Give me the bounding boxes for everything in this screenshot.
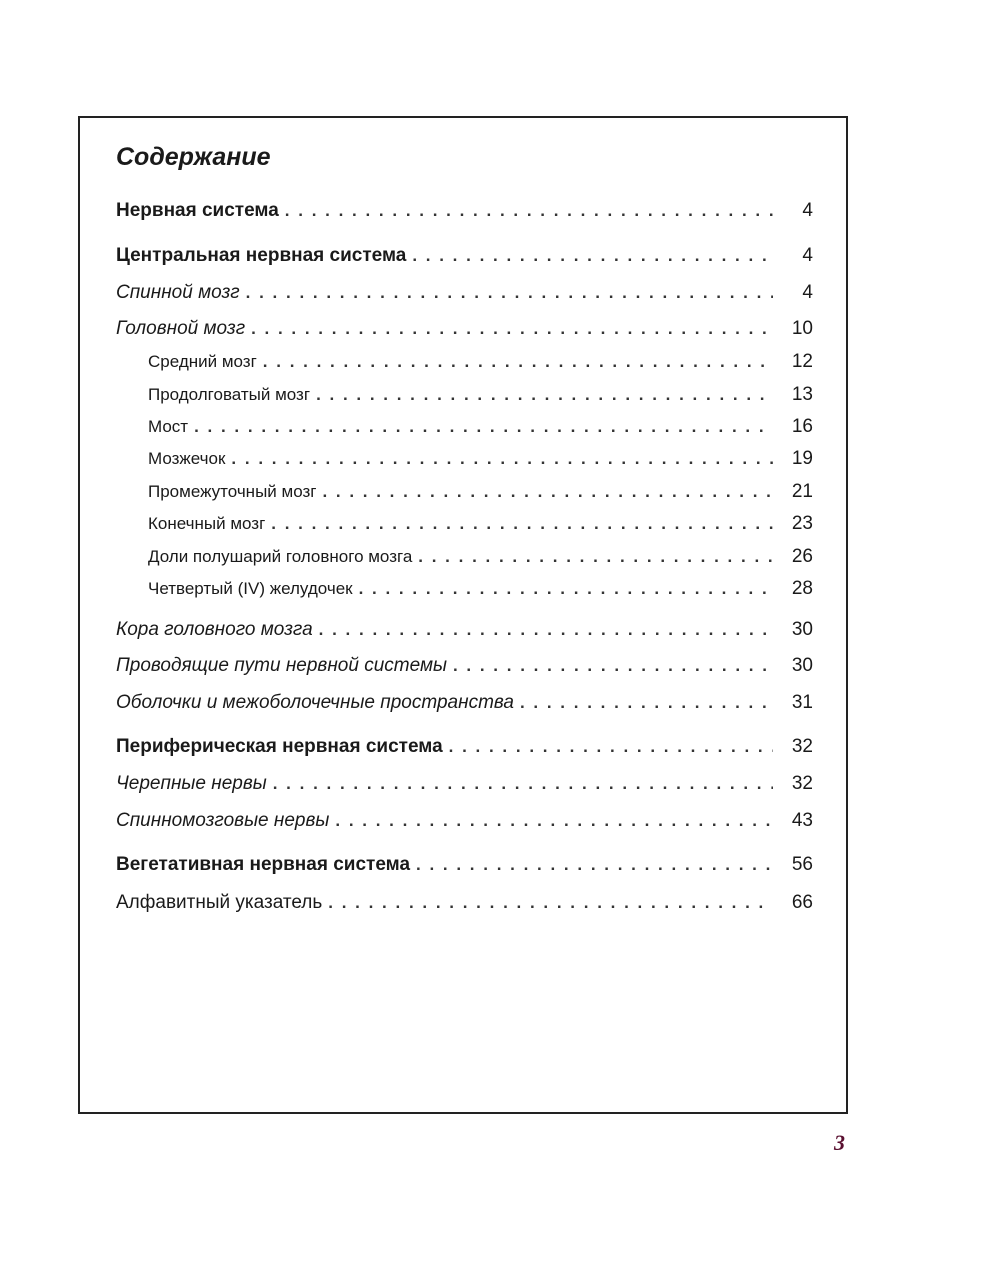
- toc-entry-page: 66: [791, 892, 813, 913]
- toc-entry-cerebellum[interactable]: [148, 446, 813, 472]
- toc-entry-label: Мост: [148, 417, 189, 436]
- toc-entry-label: Головной мозг: [116, 318, 246, 339]
- toc-entry-page: 21: [791, 481, 813, 502]
- toc-entry-page: 13: [791, 384, 813, 405]
- toc-entry-label: Средний мозг: [148, 352, 257, 371]
- toc-entry-diencephalon[interactable]: [148, 479, 813, 505]
- toc-entry-label: Спинномозговые нервы: [116, 810, 330, 831]
- toc-entry-page: 32: [791, 736, 813, 757]
- toc-entry-page: 26: [791, 546, 813, 567]
- toc-entry-medulla[interactable]: [148, 382, 813, 408]
- toc-entry-label: Четвертый (IV) желудочек: [148, 579, 353, 598]
- toc-entry-label: Оболочки и межоболочечные пространства: [116, 692, 514, 713]
- toc-entry-index[interactable]: [116, 890, 813, 916]
- toc-entry-page: 16: [791, 416, 813, 437]
- page-number: 3: [834, 1130, 845, 1155]
- toc-title: Содержание: [116, 143, 271, 171]
- toc-entry-label: Нервная система: [116, 200, 279, 221]
- toc-entry-page: 19: [791, 448, 813, 469]
- toc-entry-fourth-ventricle[interactable]: [148, 576, 813, 602]
- toc-entry-central-nervous-system[interactable]: [116, 243, 813, 269]
- dot-leader: [273, 771, 773, 797]
- toc-entry-brain[interactable]: [116, 316, 813, 342]
- toc-entry-label: Черепные нервы: [116, 773, 267, 794]
- toc-entry-page: 56: [791, 854, 813, 875]
- toc-entry-label: Конечный мозг: [148, 514, 266, 533]
- toc-entry-page: 4: [802, 282, 813, 303]
- dot-leader: [359, 576, 773, 602]
- toc-entry-label: Периферическая нервная система: [116, 736, 443, 757]
- toc-entry-page: 30: [791, 655, 813, 676]
- toc-entry-pathways[interactable]: [116, 653, 813, 679]
- toc-entry-page: 32: [791, 773, 813, 794]
- dot-leader: [316, 382, 773, 408]
- toc-entry-page: 23: [791, 513, 813, 534]
- toc-entry-page: 43: [791, 810, 813, 831]
- dot-leader: [335, 808, 773, 834]
- toc-entry-page: 31: [791, 692, 813, 713]
- toc-entry-cerebral-cortex[interactable]: [116, 617, 813, 643]
- toc-entry-peripheral-nervous-system[interactable]: [116, 734, 813, 760]
- toc-entry-label: Центральная нервная система: [116, 245, 407, 266]
- toc-entry-label: Спинной мозг: [116, 282, 240, 303]
- toc-entry-nervous-system[interactable]: [116, 198, 813, 224]
- toc-entry-page: 12: [791, 351, 813, 372]
- dot-leader: [251, 316, 773, 342]
- dot-leader: [416, 852, 773, 878]
- toc-entry-meninges[interactable]: [116, 690, 813, 716]
- dot-leader: [453, 653, 773, 679]
- toc-entry-label: Мозжечок: [148, 449, 226, 468]
- toc-entry-label: Промежуточный мозг: [148, 482, 317, 501]
- dot-leader: [271, 511, 773, 537]
- toc-entry-label: Продолговатый мозг: [148, 385, 311, 404]
- toc-entry-midbrain[interactable]: [148, 349, 813, 375]
- toc-entry-cranial-nerves[interactable]: [116, 771, 813, 797]
- dot-leader: [328, 890, 773, 916]
- toc-entry-page: 4: [802, 200, 813, 221]
- dot-leader: [246, 280, 773, 306]
- toc-entry-telencephalon[interactable]: [148, 511, 813, 537]
- toc-entry-hemisphere-lobes[interactable]: [148, 544, 813, 570]
- dot-leader: [285, 198, 773, 224]
- toc-entry-label: Кора головного мозга: [116, 619, 313, 640]
- dot-leader: [322, 479, 773, 505]
- toc-entry-page: 4: [802, 245, 813, 266]
- dot-leader: [449, 734, 773, 760]
- toc-entry-label: Алфавитный указатель: [116, 892, 323, 913]
- toc-entry-spinal-cord[interactable]: [116, 280, 813, 306]
- dot-leader: [412, 243, 773, 269]
- dot-leader: [418, 544, 773, 570]
- dot-leader: [231, 446, 773, 472]
- dot-leader: [319, 617, 773, 643]
- toc-entry-spinal-nerves[interactable]: [116, 808, 813, 834]
- toc-entry-page: 28: [791, 578, 813, 599]
- toc-entry-label: Доли полушарий головного мозга: [148, 547, 413, 566]
- toc-entry-label: Вегетативная нервная система: [116, 854, 411, 875]
- toc-entry-autonomic-nervous-system[interactable]: [116, 852, 813, 878]
- toc-entry-page: 30: [791, 619, 813, 640]
- dot-leader: [263, 349, 773, 375]
- toc-entry-label: Проводящие пути нервной системы: [116, 655, 447, 676]
- dot-leader: [520, 690, 773, 716]
- toc-entry-pons[interactable]: [148, 414, 813, 440]
- dot-leader: [194, 414, 773, 440]
- toc-entry-page: 10: [791, 318, 813, 339]
